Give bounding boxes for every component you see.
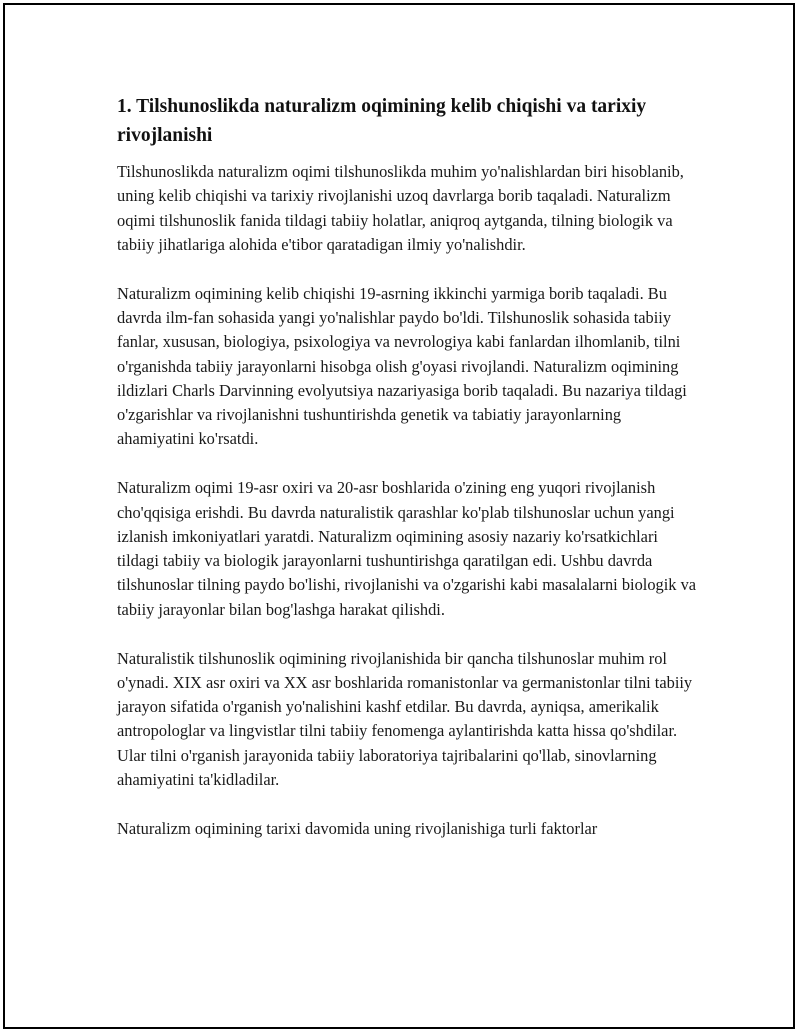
paragraph-3: Naturalizm oqimi 19-asr oxiri va 20-asr boshlarida o'zining eng yuqori rivojlanish cho'qqisiga erishdi. Bu davrda naturalistik qarashlar ko'plab tilshunoslar uchun yangi izlanish imkoniyatlari yaratdi. Naturalizm oqimining asosiy nazariy ko'rsatkichlari tildagi tabiiy va biologik jarayonlarni tushuntirishga qaratilgan edi. Ushbu davrda tilshunoslar tilning paydo bo'lishi, rivojlanishi va o'zgarishi kabi masalalarni biologik va tabiiy jarayonlar bilan bog'lashga harakat qilishdi. [117, 478, 697, 619]
paragraph-2: Naturalizm oqimining kelib chiqishi 19-asrning ikkinchi yarmiga borib taqaladi. Bu davrda ilm-fan sohasida yangi yo'nalishlar paydo bo'ldi. Tilshunoslik sohasida tabiiy fanlar, xususan, biologiya, psixologiya va nevrologiya kabi fanlardan ilhomlanib, tilni o'rganishda tabiiy jarayonlarni hisobga olish g'oyasi rivojlandi. Naturalizm oqimining ildizlari Charls Darvinning evolyutsiya nazariyasiga borib taqaladi. Bu nazariya tildagi o'zgarishlar va rivojlanishni tushuntirishda genetik va tabiatiy jarayonlarning ahamiyatini ko'rsatdi. [117, 283, 687, 449]
paragraph-4: Naturalistik tilshunoslik oqimining rivojlanishida bir qancha tilshunoslar muhim rol o'ynadi. XIX asr oxiri va XX asr boshlarida romanistonlar va germanistonlar tilni tabiiy jarayon sifatida o'rganish yo'nalishini kashf etdilar. Bu davrda, ayniqsa, amerikalik antropologlar va lingvistlar tilni tabiiy fenomenga aylantirishda katta hissa qo'shdilar. Ular tilni o'rganish jarayonida tabiiy laboratoriya tajribalarini qo'llab, sinovlarning ahamiyatini ta'kidladilar. [117, 648, 693, 790]
document-body [117, 92, 697, 866]
paragraph-1: Tilshunoslikda naturalizm oqimi tilshunoslikda muhim yo'nalishlardan biri hisoblanib, uning kelib chiqishi va tarixiy rivojlanishi uzoq davrlarga borib taqaladi. Naturalizm oqimi tilshunoslik fanida tildagi tabiiy holatlar, aniqroq aytganda, tilning biologik va tabiiy jihatlariga alohida e'tibor qaratadigan ilmiy yo'nalishdir. [117, 162, 684, 254]
section-heading: 1. Tilshunoslikda naturalizm oqimining kelib chiqishi va tarixiy rivojlanishi [117, 96, 647, 146]
paragraph-5: Naturalizm oqimining tarixi davomida uning rivojlanishiga turli faktorlar [117, 818, 598, 838]
